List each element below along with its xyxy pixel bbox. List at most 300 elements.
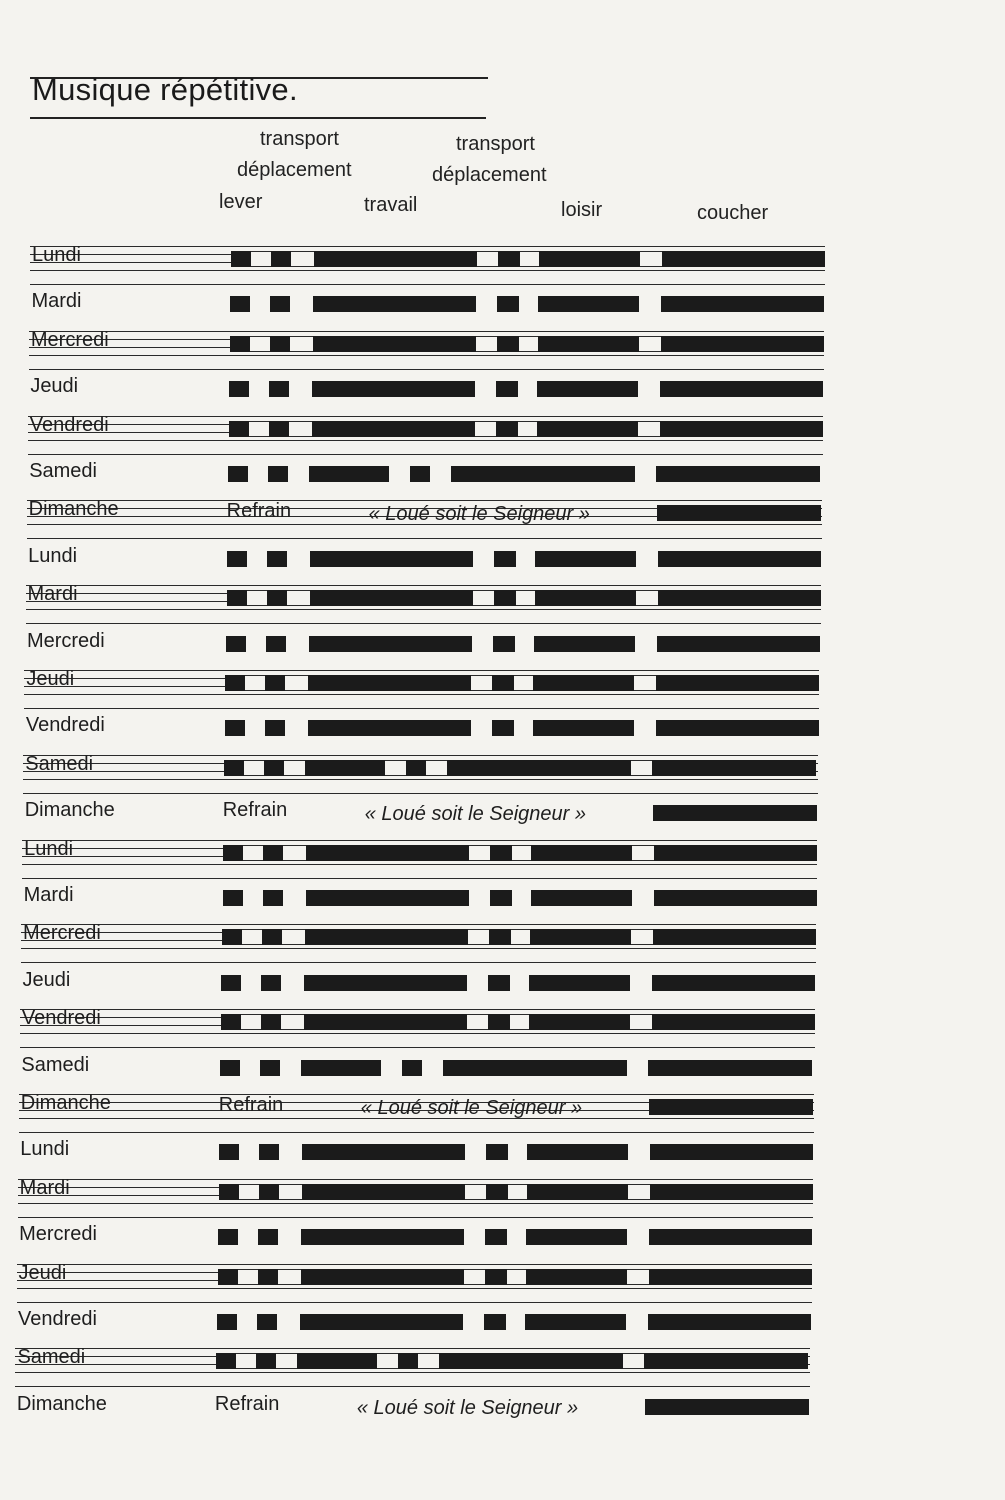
- rest-mark: [239, 1184, 259, 1200]
- activity-block: [492, 720, 514, 736]
- rest-mark: [476, 336, 497, 352]
- activity-block: [447, 760, 631, 776]
- day-label: Dimanche: [24, 799, 115, 822]
- activity-block: [270, 296, 290, 312]
- activity-block: [653, 805, 817, 821]
- day-label: Mardi: [19, 1176, 70, 1199]
- activity-block: [301, 1229, 464, 1245]
- activity-block: [306, 890, 469, 906]
- staff-line: [22, 878, 817, 879]
- activity-block: [526, 1229, 627, 1245]
- rest-mark: [507, 1269, 526, 1285]
- rest-mark: [477, 251, 498, 267]
- activity-block: [302, 1184, 465, 1200]
- rest-mark: [632, 845, 654, 861]
- activity-block: [268, 466, 288, 482]
- staff-line: [26, 609, 821, 610]
- activity-block: [304, 1014, 467, 1030]
- activity-block: [227, 551, 247, 567]
- day-label: Lundi: [28, 544, 78, 567]
- day-row: [0, 922, 1005, 962]
- activity-block: [302, 1144, 465, 1160]
- activity-block: [226, 636, 246, 652]
- rest-mark: [468, 929, 489, 945]
- refrain-label: Refrain: [226, 500, 292, 523]
- activity-block: [535, 590, 636, 606]
- day-row: [0, 626, 1005, 666]
- activity-block: [656, 466, 820, 482]
- activity-block: [653, 929, 816, 945]
- staff-line: [30, 284, 825, 285]
- day-row: [0, 329, 1005, 369]
- activity-block: [258, 1269, 278, 1285]
- activity-block: [264, 760, 284, 776]
- day-label: Mercredi: [23, 922, 101, 945]
- activity-block: [649, 1099, 813, 1115]
- activity-block: [537, 421, 638, 437]
- day-label: Jeudi: [22, 968, 71, 991]
- activity-block: [529, 1014, 630, 1030]
- day-row: [0, 286, 1005, 326]
- rest-mark: [465, 1184, 486, 1200]
- activity-block: [310, 590, 473, 606]
- day-label: Vendredi: [29, 413, 109, 436]
- staff-line: [18, 1217, 813, 1218]
- activity-block: [439, 1353, 623, 1369]
- staff-line: [22, 864, 817, 865]
- staff-line: [28, 440, 823, 441]
- day-row: [0, 583, 1005, 623]
- rest-mark: [247, 590, 267, 606]
- activity-block: [531, 890, 632, 906]
- activity-block: [527, 1144, 628, 1160]
- activity-block: [398, 1353, 418, 1369]
- rest-mark: [244, 760, 264, 776]
- activity-block: [652, 1014, 815, 1030]
- header-deplacement-1: déplacement: [237, 159, 352, 181]
- activity-block: [496, 381, 518, 397]
- rest-mark: [473, 590, 494, 606]
- activity-block: [537, 381, 638, 397]
- activity-block: [656, 675, 819, 691]
- rest-mark: [284, 760, 305, 776]
- rest-mark: [245, 675, 265, 691]
- day-row: [0, 1007, 1005, 1047]
- staff-line: [17, 1288, 812, 1289]
- activity-block: [305, 760, 385, 776]
- activity-block: [227, 590, 247, 606]
- refrain-label: Refrain: [218, 1094, 284, 1116]
- activity-block: [497, 336, 519, 352]
- header-transport-1: transport: [260, 128, 339, 150]
- activity-block: [309, 636, 472, 652]
- staff-line: [23, 793, 818, 794]
- activity-block: [443, 1060, 627, 1076]
- rest-mark: [238, 1269, 258, 1285]
- day-label: Jeudi: [26, 668, 75, 690]
- staff-line: [24, 694, 819, 695]
- staff-line: [20, 1047, 815, 1048]
- activity-block: [221, 975, 241, 991]
- rest-mark: [289, 421, 312, 437]
- activity-block: [256, 1353, 276, 1369]
- rest-mark: [471, 675, 492, 691]
- header-loisir: loisir: [561, 199, 603, 221]
- activity-block: [218, 1269, 238, 1285]
- activity-block: [451, 466, 635, 482]
- staff-line: [18, 1179, 813, 1180]
- staff-line: [15, 1348, 810, 1349]
- activity-block: [225, 720, 245, 736]
- activity-block: [312, 381, 475, 397]
- activity-block: [658, 590, 821, 606]
- activity-block: [644, 1353, 808, 1369]
- staff-line: [29, 355, 824, 356]
- day-row: [0, 1219, 1005, 1259]
- rest-mark: [250, 336, 270, 352]
- activity-block: [531, 845, 632, 861]
- day-label: Samedi: [25, 752, 94, 775]
- activity-block: [406, 760, 426, 776]
- activity-block: [312, 421, 475, 437]
- rest-mark: [627, 1269, 649, 1285]
- activity-block: [657, 636, 820, 652]
- rest-mark: [282, 929, 305, 945]
- activity-block: [494, 590, 516, 606]
- activity-block: [306, 845, 469, 861]
- staff-line: [21, 924, 816, 925]
- activity-block: [489, 929, 511, 945]
- staff-line: [28, 416, 823, 417]
- activity-block: [259, 1144, 279, 1160]
- page-title: Musique répétitive.: [32, 72, 298, 107]
- staff-line: [29, 369, 824, 370]
- staff-line: [23, 755, 818, 756]
- rest-mark: [520, 251, 539, 267]
- activity-block: [308, 720, 471, 736]
- day-label: Mardi: [27, 583, 78, 606]
- activity-block: [648, 1314, 811, 1330]
- refrain-label: Refrain: [214, 1392, 280, 1415]
- day-row: [0, 710, 1005, 750]
- staff-line: [18, 1203, 813, 1204]
- activity-block: [658, 551, 821, 567]
- rest-mark: [628, 1184, 650, 1200]
- rest-mark: [279, 1184, 302, 1200]
- activity-block: [649, 1229, 812, 1245]
- rest-mark: [469, 845, 490, 861]
- activity-block: [216, 1353, 236, 1369]
- rest-mark: [511, 929, 530, 945]
- rest-mark: [623, 1353, 644, 1369]
- activity-block: [490, 845, 512, 861]
- day-row: [0, 498, 1005, 538]
- refrain-quote: « Loué soit le Seigneur »: [360, 1097, 583, 1119]
- rest-mark: [290, 336, 313, 352]
- day-row: [0, 1050, 1005, 1090]
- activity-block: [223, 890, 243, 906]
- rest-mark: [241, 1014, 261, 1030]
- activity-block: [498, 251, 520, 267]
- activity-block: [309, 466, 389, 482]
- day-label: Lundi: [32, 244, 81, 266]
- activity-block: [228, 466, 248, 482]
- staff-line: [15, 1372, 810, 1373]
- rest-mark: [283, 845, 306, 861]
- activity-block: [661, 296, 824, 312]
- activity-block: [231, 251, 251, 267]
- day-row: [0, 795, 1005, 835]
- day-label: Vendredi: [21, 1007, 101, 1030]
- rest-mark: [242, 929, 262, 945]
- rest-mark: [276, 1353, 297, 1369]
- activity-block: [486, 1184, 508, 1200]
- activity-block: [257, 1314, 277, 1330]
- staff-line: [23, 779, 818, 780]
- activity-block: [494, 551, 516, 567]
- refrain-label: Refrain: [222, 799, 288, 822]
- activity-block: [314, 251, 477, 267]
- activity-block: [265, 675, 285, 691]
- activity-block: [261, 1014, 281, 1030]
- day-row: [0, 1177, 1005, 1217]
- activity-block: [402, 1060, 422, 1076]
- staff-line: [24, 708, 819, 709]
- activity-block: [650, 1184, 813, 1200]
- activity-block: [271, 251, 291, 267]
- activity-block: [656, 720, 819, 736]
- day-label: Lundi: [20, 1138, 70, 1161]
- staff-line: [30, 246, 825, 247]
- activity-block: [304, 975, 467, 991]
- rest-mark: [467, 1014, 488, 1030]
- activity-block: [297, 1353, 377, 1369]
- day-label: Mardi: [31, 290, 82, 313]
- rest-mark: [508, 1184, 527, 1200]
- activity-block: [645, 1399, 809, 1415]
- rest-mark: [285, 675, 308, 691]
- activity-block: [220, 1060, 240, 1076]
- day-row: [0, 965, 1005, 1005]
- activity-block: [410, 466, 430, 482]
- day-row: [0, 244, 1005, 284]
- activity-block: [493, 636, 515, 652]
- staff-line: [27, 538, 822, 539]
- activity-block: [533, 675, 634, 691]
- day-label: Vendredi: [25, 714, 105, 737]
- staff-line: [29, 331, 824, 332]
- activity-block: [223, 845, 243, 861]
- activity-block: [649, 1269, 812, 1285]
- day-label: Lundi: [24, 837, 74, 860]
- activity-block: [485, 1229, 507, 1245]
- activity-block: [267, 551, 287, 567]
- day-label: Mercredi: [30, 328, 109, 351]
- activity-block: [224, 760, 244, 776]
- activity-block: [265, 720, 285, 736]
- staff-line: [15, 1386, 810, 1387]
- activity-block: [229, 421, 249, 437]
- activity-block: [269, 421, 289, 437]
- day-label: Samedi: [21, 1053, 90, 1076]
- activity-block: [267, 590, 287, 606]
- rest-mark: [512, 845, 531, 861]
- activity-block: [652, 760, 816, 776]
- activity-block: [313, 336, 476, 352]
- activity-block: [484, 1314, 506, 1330]
- header-transport-2: transport: [456, 133, 535, 155]
- activity-block: [661, 336, 824, 352]
- day-row: [0, 414, 1005, 454]
- activity-block: [230, 336, 250, 352]
- activity-block: [654, 845, 817, 861]
- rest-mark: [516, 590, 535, 606]
- staff-line: [20, 1009, 815, 1010]
- activity-block: [259, 1184, 279, 1200]
- header-coucher: coucher: [697, 202, 769, 224]
- activity-block: [263, 845, 283, 861]
- activity-block: [654, 890, 817, 906]
- refrain-quote: « Loué soit le Seigneur »: [368, 503, 590, 526]
- refrain-quote: « Loué soit le Seigneur »: [356, 1396, 579, 1419]
- staff-line: [24, 670, 819, 671]
- activity-block: [490, 890, 512, 906]
- rest-mark: [426, 760, 447, 776]
- rest-mark: [631, 760, 652, 776]
- activity-block: [538, 296, 639, 312]
- activity-block: [657, 505, 821, 521]
- day-label: Vendredi: [18, 1308, 97, 1330]
- day-row: [0, 668, 1005, 708]
- activity-block: [263, 890, 283, 906]
- staff-line: [21, 948, 816, 949]
- title-rule-bottom: [30, 117, 486, 119]
- activity-block: [527, 1184, 628, 1200]
- activity-block: [496, 421, 518, 437]
- activity-block: [310, 551, 473, 567]
- day-label: Dimanche: [28, 498, 119, 521]
- rest-mark: [287, 590, 310, 606]
- staff-line: [17, 1302, 812, 1303]
- activity-block: [488, 1014, 510, 1030]
- activity-block: [529, 975, 630, 991]
- activity-block: [313, 296, 476, 312]
- staff-line: [17, 1264, 812, 1265]
- day-label: Samedi: [29, 460, 97, 482]
- staff-line: [19, 1094, 814, 1095]
- day-row: [0, 880, 1005, 920]
- activity-block: [230, 296, 250, 312]
- rest-mark: [631, 929, 653, 945]
- rest-mark: [278, 1269, 301, 1285]
- day-label: Jeudi: [18, 1261, 67, 1284]
- day-row: [0, 838, 1005, 878]
- day-row: [0, 1262, 1005, 1302]
- day-row: [0, 1389, 1005, 1429]
- day-row: [0, 541, 1005, 581]
- rest-mark: [636, 590, 658, 606]
- activity-block: [660, 421, 823, 437]
- rest-mark: [475, 421, 496, 437]
- activity-block: [662, 251, 825, 267]
- activity-block: [222, 929, 242, 945]
- activity-block: [225, 675, 245, 691]
- rest-mark: [251, 251, 271, 267]
- activity-block: [305, 929, 468, 945]
- activity-block: [534, 636, 635, 652]
- staff-line: [20, 1033, 815, 1034]
- activity-block: [269, 381, 289, 397]
- day-row: [0, 753, 1005, 793]
- activity-block: [650, 1144, 813, 1160]
- rest-mark: [249, 421, 269, 437]
- staff-line: [27, 500, 822, 501]
- activity-block: [260, 1060, 280, 1076]
- activity-block: [218, 1229, 238, 1245]
- day-label: Mercredi: [19, 1223, 97, 1246]
- rest-mark: [291, 251, 314, 267]
- activity-block: [535, 551, 636, 567]
- staff-line: [26, 623, 821, 624]
- header-deplacement-2: déplacement: [432, 164, 547, 186]
- rest-mark: [236, 1353, 256, 1369]
- activity-block: [301, 1060, 381, 1076]
- activity-block: [258, 1229, 278, 1245]
- activity-block: [530, 929, 631, 945]
- header-lever: lever: [219, 191, 263, 213]
- activity-block: [533, 720, 634, 736]
- activity-block: [488, 975, 510, 991]
- staff-line: [28, 454, 823, 455]
- rest-mark: [519, 336, 538, 352]
- activity-block: [652, 975, 815, 991]
- activity-block: [229, 381, 249, 397]
- day-label: Jeudi: [30, 375, 79, 398]
- activity-block: [539, 251, 640, 267]
- rest-mark: [518, 421, 537, 437]
- activity-block: [308, 675, 471, 691]
- activity-block: [217, 1314, 237, 1330]
- staff-line: [19, 1132, 814, 1133]
- activity-block: [300, 1314, 463, 1330]
- activity-block: [497, 296, 519, 312]
- day-row: [0, 1304, 1005, 1344]
- day-row: [0, 456, 1005, 496]
- staff-line: [22, 840, 817, 841]
- staff-line: [21, 962, 816, 963]
- activity-block: [219, 1184, 239, 1200]
- activity-block: [301, 1269, 464, 1285]
- rest-mark: [634, 675, 656, 691]
- activity-block: [262, 929, 282, 945]
- day-label: Mardi: [23, 884, 74, 906]
- rest-mark: [640, 251, 662, 267]
- day-row: [0, 1134, 1005, 1174]
- rest-mark: [377, 1353, 398, 1369]
- activity-block: [525, 1314, 626, 1330]
- rest-mark: [638, 421, 660, 437]
- activity-block: [538, 336, 639, 352]
- day-label: Dimanche: [16, 1392, 107, 1415]
- activity-block: [485, 1269, 507, 1285]
- rest-mark: [510, 1014, 529, 1030]
- activity-block: [648, 1060, 812, 1076]
- activity-block: [486, 1144, 508, 1160]
- activity-block: [492, 675, 514, 691]
- day-label: Samedi: [17, 1346, 86, 1369]
- activity-block: [221, 1014, 241, 1030]
- day-label: Mercredi: [26, 629, 105, 652]
